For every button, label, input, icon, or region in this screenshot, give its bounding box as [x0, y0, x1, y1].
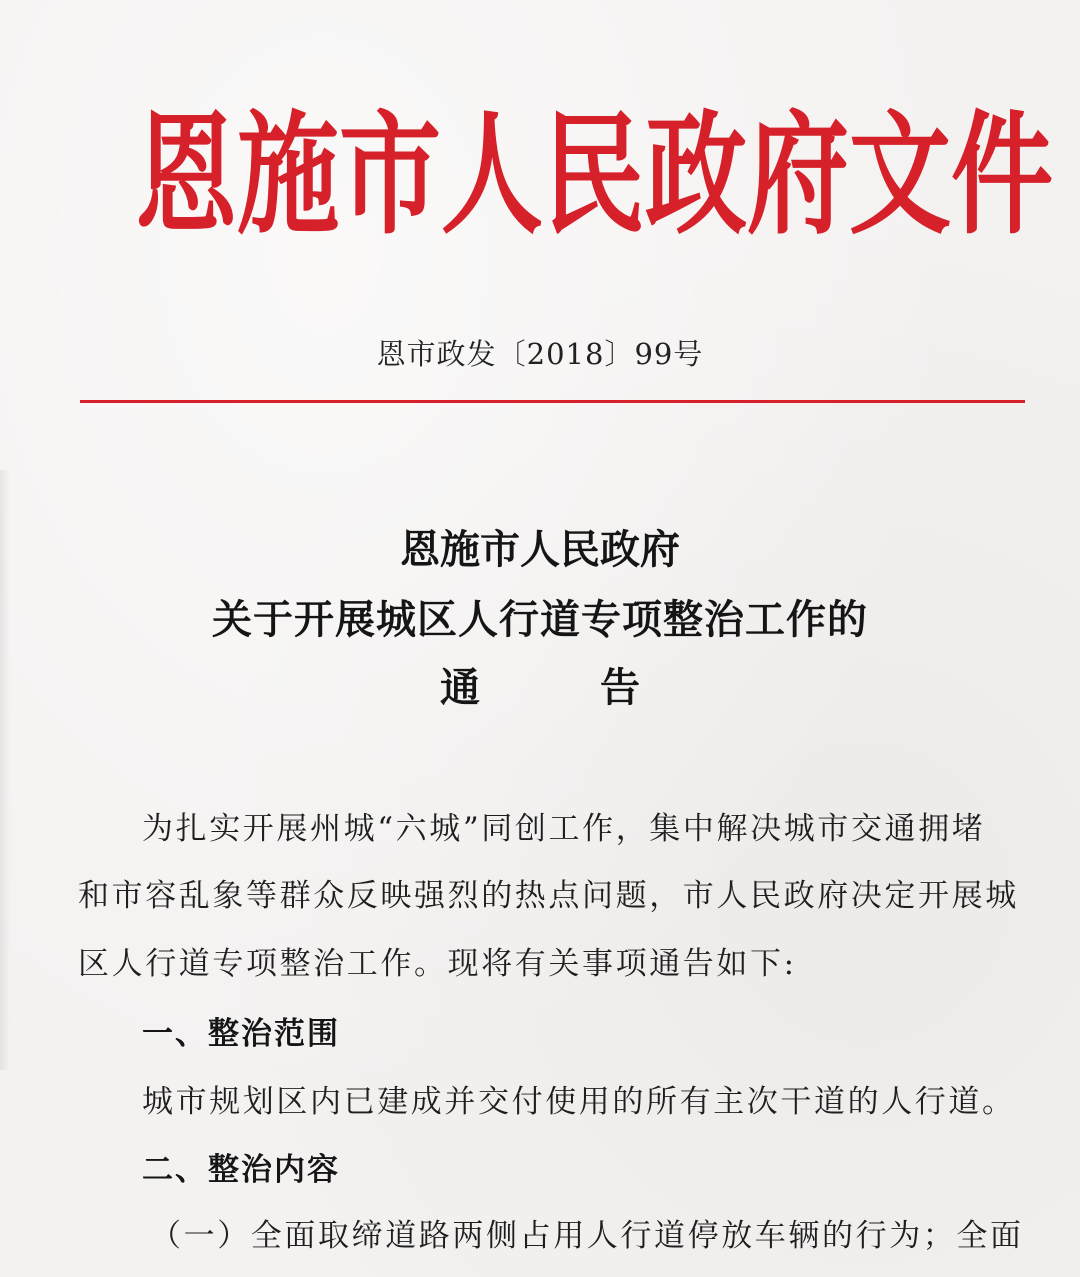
- notice-title-issuer: 恩施市人民政府: [400, 526, 680, 573]
- masthead-title: 恩施市人民政府文件: [135, 97, 1053, 254]
- paragraph-1-line-2: 和市容乱象等群众反映强烈的热点问题，市人民政府决定开展城: [78, 878, 1019, 914]
- section-2-item-1: （一）全面取缔道路两侧占用人行道停放车辆的行为；全面: [150, 1218, 1024, 1254]
- notice-title-subject: 关于开展城区人行道专项整治工作的: [212, 596, 868, 643]
- paragraph-1-line-3: 区人行道专项整治工作。现将有关事项通告如下:: [78, 946, 797, 982]
- section-1-text: 城市规划区内已建成并交付使用的所有主次干道的人行道。: [142, 1084, 1016, 1120]
- document-number: 恩市政发〔2018〕99号: [376, 337, 704, 371]
- section-2-heading: 二、整治内容: [142, 1152, 340, 1188]
- paragraph-1-line-1: 为扎实开展州城“六城”同创工作，集中解决城市交通拥堵: [142, 811, 986, 847]
- notice-title-type: [0, 658, 1080, 718]
- notice-title-char-2: 告: [600, 664, 640, 711]
- red-divider-line: [80, 400, 1025, 403]
- section-1-heading: 一、整治范围: [142, 1016, 340, 1052]
- notice-title-char-1: 通: [440, 664, 480, 711]
